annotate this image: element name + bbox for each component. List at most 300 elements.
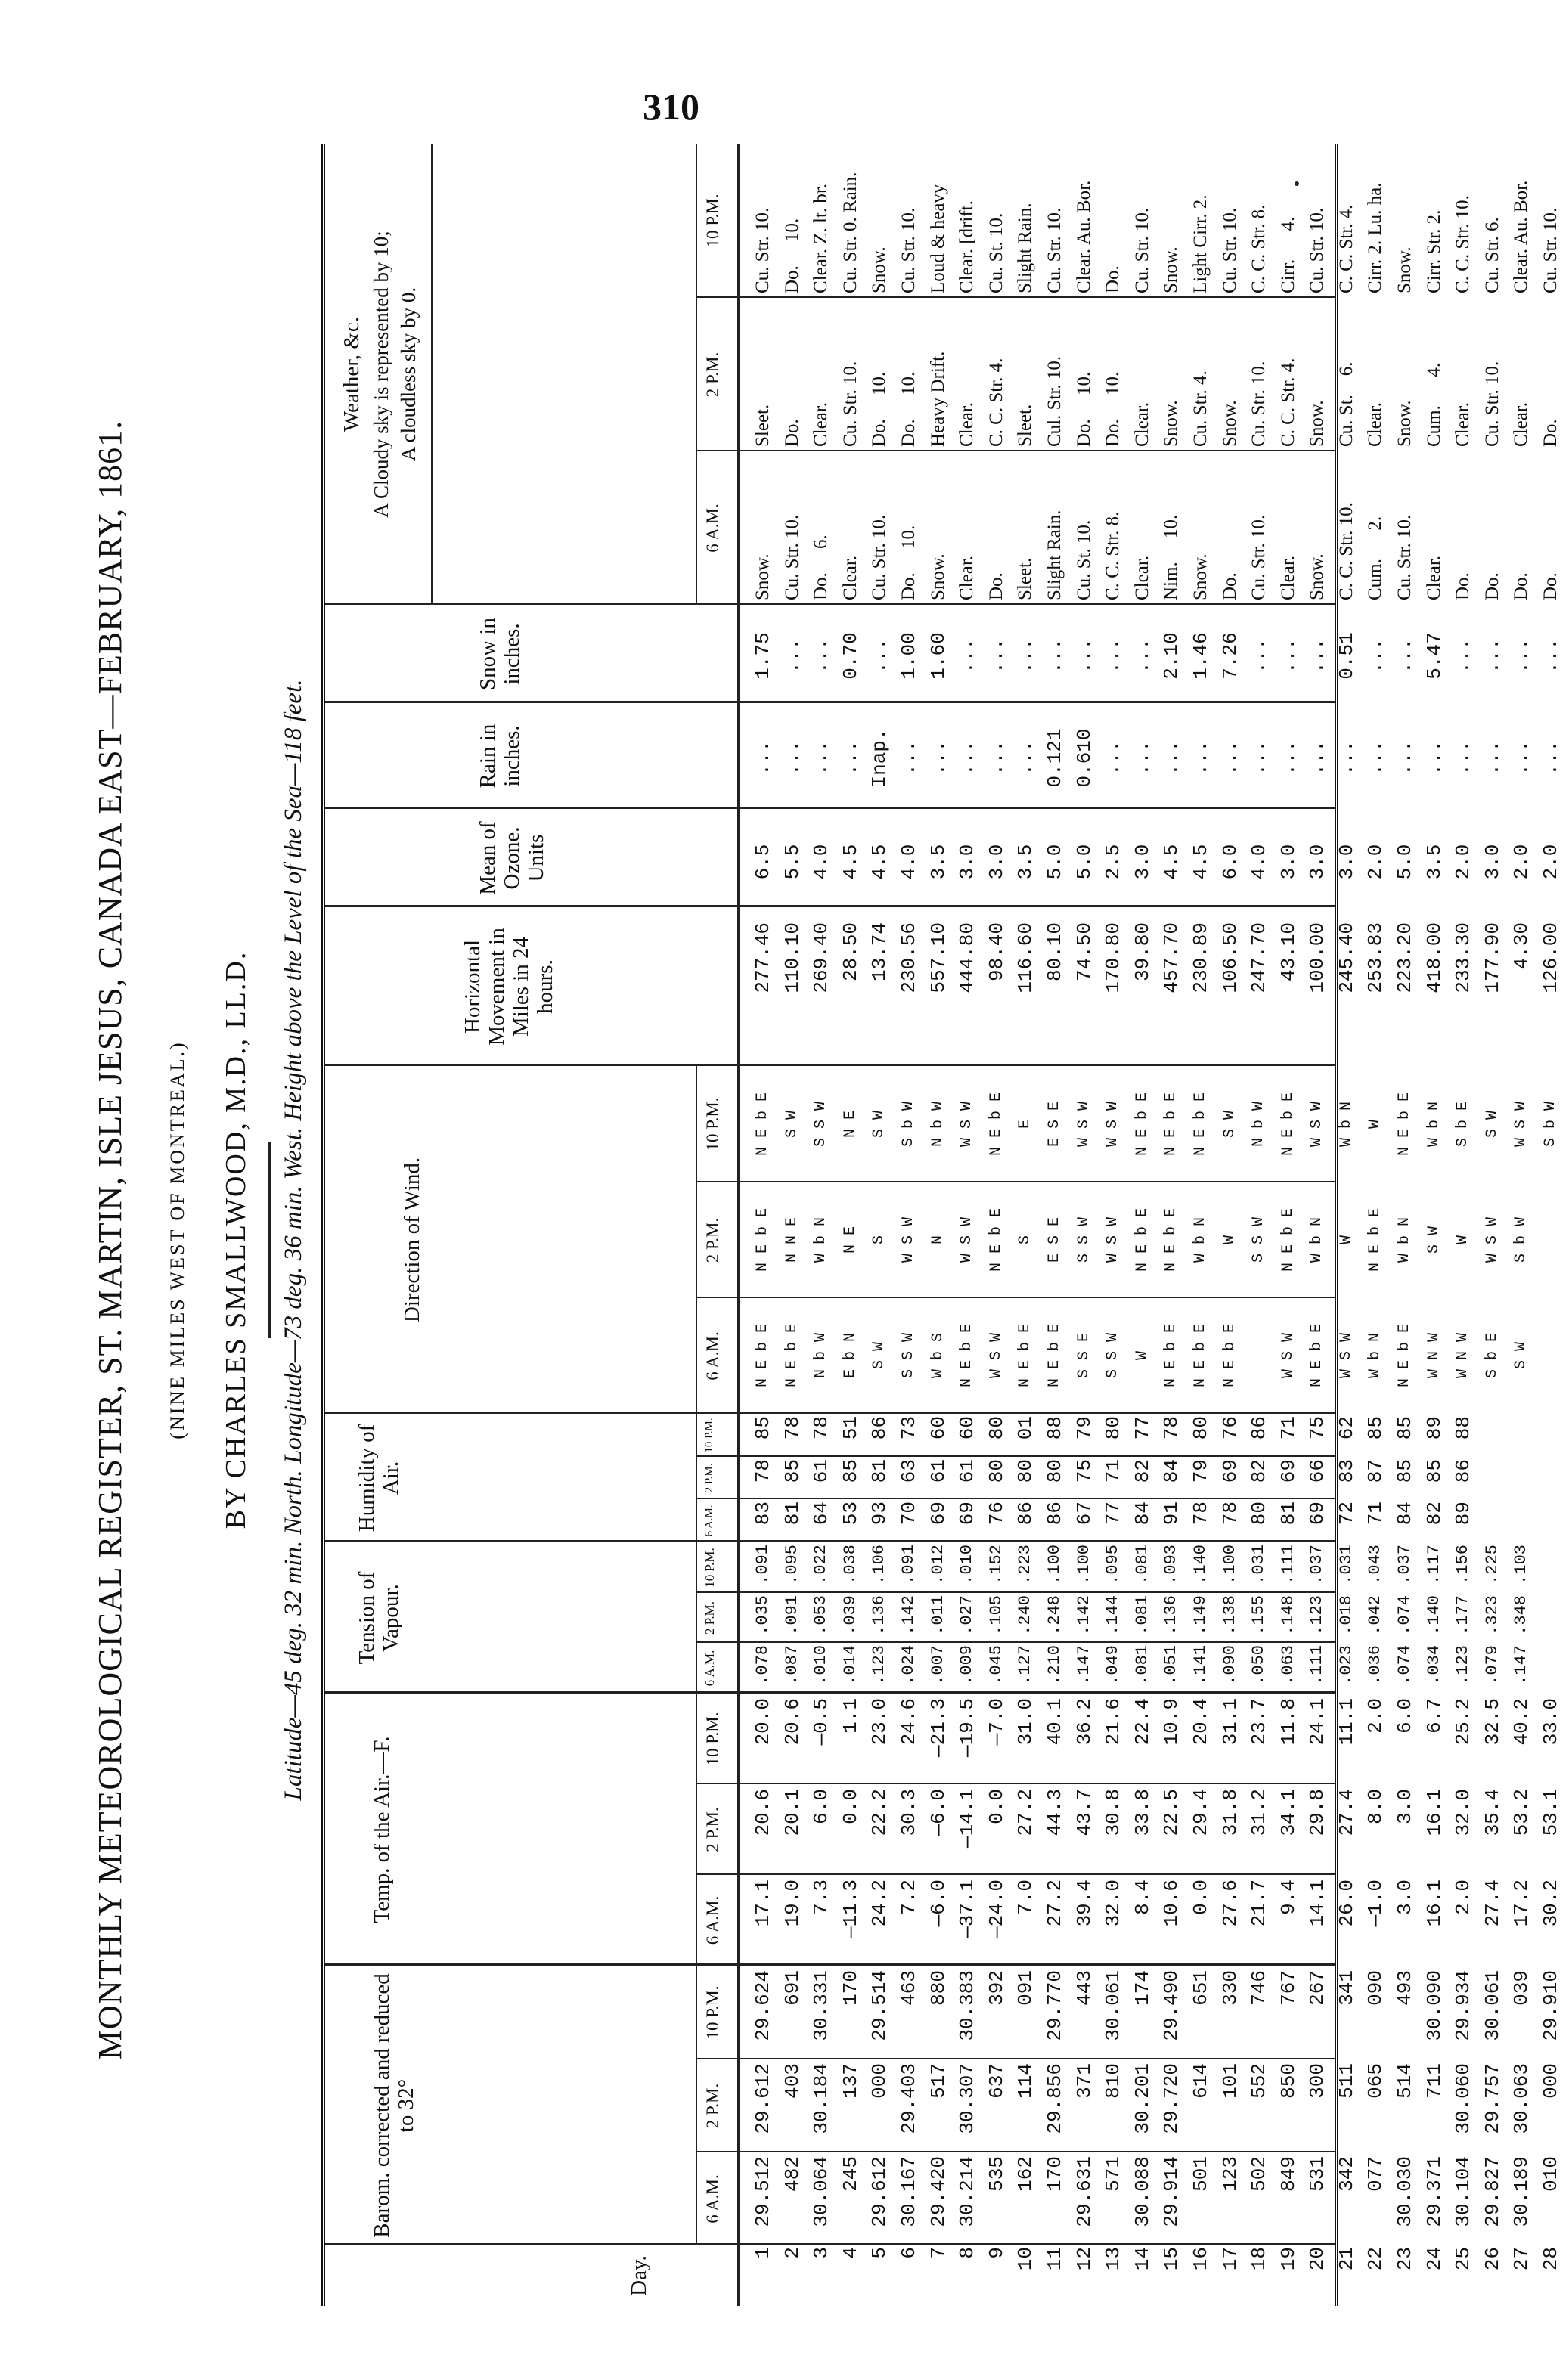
table-cell: 87 — [1364, 1459, 1388, 1483]
table-cell: 80 — [985, 1459, 1008, 1483]
table-cell: 5.0 — [1072, 844, 1096, 880]
register-table — [321, 144, 1563, 2306]
column-barometer-6am — [749, 2156, 1566, 2245]
table-cell: 6.5 — [752, 844, 774, 880]
table-cell: Do. 10. — [898, 371, 919, 447]
table-cell: W b N — [1425, 1102, 1443, 1148]
table-cell: 1.1 — [839, 1698, 862, 1734]
table-cell: .147 — [1074, 1645, 1093, 1685]
table-cell: .039 — [840, 1595, 860, 1635]
table-cell: N E b E — [958, 1324, 976, 1388]
table-cell: 511 — [1335, 2063, 1358, 2099]
table-cell: N E b E — [1162, 1092, 1180, 1157]
table-cell: .105 — [986, 1595, 1006, 1635]
table-cell: .035 — [753, 1595, 772, 1635]
table-cell: C. C. Str. 10. — [1453, 195, 1474, 293]
table-cell: 2.0 — [1452, 844, 1475, 880]
table-cell: W S W — [1512, 1102, 1530, 1148]
column-temp-10pm — [749, 1698, 1566, 1784]
subheader-vap-6am: 6 A.M. — [702, 1650, 717, 1687]
table-cell: Snow. — [1161, 400, 1182, 447]
table-cell: .090 — [1220, 1645, 1239, 1685]
table-cell: .136 — [1161, 1595, 1181, 1635]
table-cell: .091 — [753, 1545, 772, 1585]
table-cell: 30.201 — [1130, 2063, 1154, 2134]
table-cell: .111 — [1278, 1545, 1298, 1585]
table-cell: Inap. — [868, 728, 892, 788]
table-cell: 3.0 — [1306, 844, 1329, 880]
table-cell: 162 — [1014, 2156, 1037, 2192]
table-rule — [696, 450, 1335, 451]
subheader-temp-10pm: 10 P.M. — [703, 1712, 722, 1766]
table-cell: 20.6 — [780, 1698, 804, 1746]
table-cell: 267 — [1306, 1970, 1329, 2006]
table-cell: 14.1 — [1306, 1880, 1329, 1927]
table-cell: 100.00 — [1306, 922, 1329, 993]
table-cell: 711 — [1422, 2063, 1446, 2099]
table-cell: Snow. — [1394, 246, 1416, 293]
table-cell: S b W — [1512, 1217, 1530, 1263]
header-barometer: Barom. corrected and reduced to 32° — [370, 1973, 418, 2238]
table-cell: 29.403 — [897, 2063, 920, 2134]
table-cell: 23.7 — [1248, 1698, 1271, 1746]
table-cell: Do. 10. — [1073, 371, 1094, 447]
table-cell: 31.8 — [1218, 1789, 1242, 1836]
table-cell: 463 — [897, 1970, 920, 2006]
table-cell: .050 — [1249, 1645, 1269, 1685]
table-cell: Snow. — [1219, 400, 1240, 447]
table-cell: 93 — [868, 1501, 892, 1526]
subheader-vap-2pm: 2 P.M. — [702, 1601, 717, 1635]
table-cell: ... — [985, 638, 1008, 674]
table-cell: 71 — [1364, 1501, 1388, 1526]
table-cell: 71 — [1102, 1459, 1125, 1483]
table-cell: 8.0 — [1364, 1789, 1388, 1824]
table-cell: 64 — [810, 1501, 833, 1526]
table-cell: 16.1 — [1422, 1880, 1446, 1927]
subheader-wind-2pm: 2 P.M. — [703, 1217, 722, 1263]
table-cell: S S W — [1074, 1217, 1093, 1263]
table-cell: 6.0 — [1218, 844, 1242, 880]
table-cell: S b W — [1542, 1102, 1560, 1148]
table-cell: S W — [870, 1342, 888, 1370]
table-cell: 29.4 — [1189, 1789, 1212, 1836]
subheader-weather-6am: 6 A.M. — [703, 504, 722, 553]
table-cell: ... — [1014, 740, 1037, 776]
table-cell: 15 — [1160, 2247, 1183, 2271]
table-cell: N — [929, 1235, 947, 1245]
table-cell: 22.5 — [1160, 1789, 1183, 1836]
table-cell: Clear. — [839, 555, 861, 600]
table-cell: 98.40 — [985, 922, 1008, 982]
table-cell: 2 — [780, 2247, 804, 2259]
table-cell: .123 — [1307, 1595, 1327, 1635]
table-cell: 80 — [985, 1416, 1008, 1440]
table-cell: N E b E — [1220, 1324, 1239, 1388]
table-cell: 4.5 — [1189, 844, 1212, 880]
table-cell: 86 — [868, 1416, 892, 1440]
table-cell: ... — [1510, 740, 1533, 776]
table-cell: ... — [1276, 638, 1300, 674]
header-weather-note-2: A cloudless sky by 0. — [397, 287, 420, 462]
column-temp-2pm — [749, 1789, 1566, 1875]
table-cell: .078 — [753, 1645, 772, 1685]
table-cell: 091 — [1014, 1970, 1037, 2006]
table-cell: 30.030 — [1394, 2156, 1417, 2227]
table-cell: W S W — [1279, 1333, 1297, 1379]
table-cell: 17.1 — [752, 1880, 774, 1927]
table-cell — [1537, 1416, 1566, 1457]
table-cell: Cu. Str. 10. — [839, 361, 861, 447]
table-cell: 29.827 — [1481, 2156, 1504, 2227]
table-cell: ... — [810, 740, 833, 776]
table-cell: .138 — [1220, 1595, 1239, 1635]
table-cell: Cirr. 2. Lu. ha. — [1365, 182, 1386, 293]
table-cell: 69 — [1218, 1459, 1242, 1483]
table-cell: .142 — [898, 1595, 918, 1635]
table-cell: 71 — [1276, 1416, 1300, 1440]
table-cell: Do. 10. — [1102, 371, 1124, 447]
table-cell: 29.8 — [1306, 1789, 1329, 1836]
table-cell: 30.383 — [956, 1970, 979, 2041]
table-cell: .240 — [1016, 1595, 1035, 1635]
table-cell: ... — [1422, 740, 1446, 776]
table-cell: 39.80 — [1130, 922, 1154, 982]
table-cell: 36.2 — [1072, 1698, 1096, 1746]
table-cell: 21.6 — [1102, 1698, 1125, 1746]
table-cell: .079 — [1482, 1645, 1502, 1685]
table-cell: 31.0 — [1014, 1698, 1037, 1746]
table-cell: 077 — [1364, 2156, 1388, 2192]
table-cell: 000 — [868, 2063, 892, 2099]
table-cell: 30.061 — [1102, 1970, 1125, 2041]
table-cell: 20.0 — [752, 1698, 774, 1746]
table-cell: .210 — [1044, 1645, 1064, 1685]
table-cell: 4.5 — [1160, 844, 1183, 880]
table-cell: N E b E — [1016, 1324, 1034, 1388]
table-cell: Slight Rain. — [1015, 203, 1036, 293]
table-cell: W — [1366, 1120, 1385, 1130]
table-cell: 29.757 — [1481, 2063, 1504, 2134]
subheader-wind-10pm: 10 P.M. — [703, 1097, 722, 1151]
table-cell: 4 — [839, 2247, 862, 2259]
table-cell: .140 — [1190, 1545, 1210, 1585]
table-cell: S S W — [899, 1333, 917, 1379]
table-cell: 10.6 — [1160, 1880, 1183, 1927]
table-cell: Cirr. Str. 2. — [1423, 209, 1444, 293]
column-humidity-10pm — [749, 1416, 1566, 1457]
table-cell: 4.0 — [1248, 844, 1271, 880]
table-cell: 29.514 — [868, 1970, 892, 2041]
table-cell: 53.2 — [1510, 1789, 1533, 1836]
table-rule — [696, 144, 697, 605]
table-cell: .127 — [1016, 1645, 1035, 1685]
table-cell: 14 — [1130, 2247, 1154, 2271]
table-cell: Clear. [drift. — [957, 200, 978, 293]
table-cell: 30.3 — [897, 1789, 920, 1836]
table-cell: 44.3 — [1043, 1789, 1066, 1836]
table-cell: .034 — [1424, 1645, 1444, 1685]
table-cell: 13 — [1102, 2247, 1125, 2271]
table-cell: 67 — [1072, 1501, 1096, 1526]
table-cell: 84 — [1130, 1501, 1154, 1526]
table-cell: 4.5 — [839, 844, 862, 880]
table-cell: W S W — [987, 1333, 1005, 1379]
table-cell: 62 — [1335, 1416, 1358, 1440]
table-cell: W b S — [929, 1333, 947, 1379]
table-cell: 247.70 — [1248, 922, 1271, 993]
table-cell: Do. — [1540, 419, 1561, 447]
table-cell: 3.0 — [1481, 844, 1504, 880]
table-cell: 53.1 — [1540, 1789, 1563, 1836]
table-cell: 27 — [1510, 2247, 1533, 2271]
table-cell: Clear. Au. Bor. — [1511, 180, 1532, 293]
table-cell: 79 — [1189, 1459, 1212, 1483]
table-cell: 535 — [985, 2156, 1008, 2192]
table-cell: 88 — [1452, 1416, 1475, 1440]
table-cell: 27.2 — [1014, 1789, 1037, 1836]
table-cell: 78 — [810, 1416, 833, 1440]
table-cell: Cu. Str. 6. — [1481, 217, 1502, 293]
table-cell: 514 — [1394, 2063, 1417, 2099]
table-cell: .074 — [1395, 1645, 1415, 1685]
table-cell: N E — [841, 1111, 859, 1139]
table-cell: Cu. Str. 10. — [1131, 207, 1152, 293]
table-cell: 80 — [1189, 1416, 1212, 1440]
table-cell: 32.0 — [1102, 1880, 1125, 1927]
table-cell: 34.1 — [1276, 1789, 1300, 1836]
table-cell: ... — [1364, 740, 1388, 776]
header-horizontal-movement: Horizontal Movement in Miles in 24 hours. — [460, 928, 557, 1046]
table-cell: ... — [780, 638, 804, 674]
table-cell: 3.0 — [1394, 1880, 1417, 1915]
table-cell: 746 — [1248, 1970, 1271, 2006]
table-cell: 24 — [1422, 2247, 1446, 2271]
table-cell: 418.00 — [1422, 922, 1446, 993]
table-cell: .091 — [898, 1545, 918, 1585]
table-cell: 5 — [868, 2247, 892, 2259]
table-cell: 5.0 — [1394, 844, 1417, 880]
table-cell: N E b E — [783, 1324, 801, 1388]
table-cell: 26 — [1481, 2247, 1504, 2271]
column-vapour-10pm — [749, 1545, 1566, 1593]
table-cell: W S W — [1308, 1102, 1326, 1148]
table-cell: .348 — [1512, 1595, 1531, 1635]
table-cell: ... — [1481, 740, 1504, 776]
table-cell: .007 — [928, 1645, 947, 1685]
table-cell: 10.9 — [1160, 1698, 1183, 1746]
table-cell: 30.090 — [1422, 1970, 1446, 2041]
table-cell: S W — [1483, 1111, 1501, 1139]
table-cell: .156 — [1453, 1545, 1473, 1585]
column-rain — [749, 707, 1566, 809]
table-cell: 531 — [1306, 2156, 1329, 2192]
table-cell: .144 — [1103, 1595, 1123, 1635]
table-cell: —19.5 — [956, 1698, 979, 1758]
table-cell: ... — [1160, 740, 1183, 776]
table-cell: 230.89 — [1189, 922, 1212, 993]
page-number: 310 — [643, 85, 699, 128]
table-cell: 300 — [1306, 2063, 1329, 2099]
table-cell: .136 — [870, 1595, 889, 1635]
table-cell: S — [870, 1235, 888, 1245]
table-cell: S W — [1425, 1226, 1443, 1254]
table-cell: 85 — [1422, 1459, 1446, 1483]
table-cell: Cum. 4. — [1423, 362, 1444, 447]
table-cell: Slight Rain. — [1043, 510, 1065, 600]
table-cell: W b N — [812, 1217, 830, 1263]
table-cell: 7.3 — [810, 1880, 833, 1915]
table-cell: 443 — [1072, 1970, 1096, 2006]
table-cell: Sleet. — [1015, 404, 1036, 447]
table-cell: 010 — [1540, 2156, 1563, 2192]
table-cell: ... — [1364, 638, 1388, 674]
table-cell — [1537, 1300, 1566, 1412]
table-cell: .027 — [957, 1595, 977, 1635]
table-cell: .095 — [782, 1545, 802, 1585]
table-cell: N E b E — [987, 1208, 1005, 1272]
table-cell: 82 — [1130, 1459, 1154, 1483]
table-cell: ... — [810, 638, 833, 674]
table-cell: 501 — [1189, 2156, 1212, 2192]
table-cell: 2.0 — [1452, 1880, 1475, 1915]
table-cell: 29.420 — [926, 2156, 950, 2227]
subheader-baro-10pm: 10 P.M. — [703, 1985, 722, 2040]
table-cell: Snow. — [1307, 553, 1328, 600]
table-cell: 3.5 — [1014, 844, 1037, 880]
table-cell: .018 — [1336, 1595, 1356, 1635]
table-cell: S — [1016, 1235, 1034, 1245]
table-cell: .117 — [1424, 1545, 1444, 1585]
table-cell: .024 — [898, 1645, 918, 1685]
table-cell: 3.5 — [1422, 844, 1446, 880]
table-cell: ... — [1540, 740, 1563, 776]
table-cell: 23 — [1394, 2247, 1417, 2271]
table-cell: 27.6 — [1218, 1880, 1242, 1927]
table-cell: 85 — [839, 1459, 862, 1483]
table-cell: 75 — [1306, 1416, 1329, 1440]
table-cell: Cu. Str. 10. — [869, 514, 890, 600]
table-cell: 457.70 — [1160, 922, 1183, 993]
table-cell: 27.4 — [1335, 1789, 1358, 1836]
table-cell: W b N — [1308, 1217, 1326, 1263]
table-cell: 80 — [1248, 1501, 1271, 1526]
table-cell: 6.7 — [1422, 1698, 1446, 1734]
table-cell: .037 — [1307, 1545, 1327, 1585]
table-cell: 32.5 — [1481, 1698, 1504, 1746]
table-cell: E b N — [841, 1333, 859, 1379]
table-cell: 11.8 — [1276, 1698, 1300, 1746]
column-temp-6am — [749, 1880, 1566, 1966]
table-cell: 89 — [1452, 1501, 1475, 1526]
subheader-temp-2pm: 2 P.M. — [703, 1807, 722, 1852]
table-cell: 80 — [1102, 1416, 1125, 1440]
table-rule — [325, 1412, 1335, 1414]
table-cell: Clear. — [1453, 401, 1474, 447]
table-cell: 1 — [752, 2247, 774, 2259]
table-cell: .111 — [1307, 1645, 1327, 1685]
table-cell: 116.60 — [1014, 922, 1037, 993]
table-cell: 20.4 — [1189, 1698, 1212, 1746]
table-cell — [1537, 1595, 1566, 1643]
table-cell: .011 — [928, 1595, 947, 1635]
column-barometer-2pm — [749, 2063, 1566, 2152]
table-cell: 30.063 — [1510, 2063, 1533, 2134]
table-cell: Snow. — [869, 246, 890, 293]
column-wind-6am — [749, 1300, 1566, 1412]
table-cell: 30.064 — [810, 2156, 833, 2227]
table-cell: 557.10 — [926, 922, 950, 993]
table-cell: —24.0 — [985, 1880, 1008, 1939]
table-cell: 3.0 — [1130, 844, 1154, 880]
subheader-hum-10pm: 10 P.M. — [703, 1418, 715, 1453]
table-cell: —1.0 — [1364, 1880, 1388, 1927]
column-ozone — [749, 817, 1566, 907]
table-cell: 482 — [780, 2156, 804, 2192]
table-cell: 2.10 — [1160, 632, 1183, 680]
table-cell: ... — [1335, 740, 1358, 776]
table-cell: ... — [1043, 638, 1066, 674]
table-cell: 29.624 — [752, 1970, 774, 2041]
table-cell: 101 — [1218, 2063, 1242, 2099]
table-cell: Clear. — [1365, 401, 1386, 447]
table-cell: ... — [985, 740, 1008, 776]
table-cell: —6.0 — [926, 1789, 950, 1836]
table-cell: 79 — [1072, 1416, 1096, 1440]
table-rule — [696, 296, 1335, 298]
table-cell: 22.4 — [1130, 1698, 1154, 1746]
table-cell: 8.4 — [1130, 1880, 1154, 1915]
table-cell: 61 — [956, 1459, 979, 1483]
table-cell: 89 — [1422, 1416, 1446, 1440]
title-rule — [268, 1142, 271, 1338]
column-wind-2pm — [749, 1184, 1566, 1296]
table-cell: 29.770 — [1043, 1970, 1066, 2041]
table-cell: N E b E — [1162, 1324, 1180, 1388]
header-snow: Snow in inches. — [476, 618, 524, 690]
table-cell: ... — [1102, 740, 1125, 776]
table-cell: Do. — [1453, 572, 1474, 600]
table-cell: 4.5 — [868, 844, 892, 880]
table-cell: 8 — [956, 2247, 979, 2259]
table-cell: W S W — [899, 1217, 917, 1263]
table-cell: .010 — [811, 1645, 831, 1685]
table-cell: Do. — [1102, 265, 1124, 293]
table-cell — [1537, 1459, 1566, 1499]
table-cell: 21 — [1335, 2247, 1358, 2271]
table-rule — [696, 1297, 1335, 1298]
column-humidity-2pm — [749, 1459, 1566, 1499]
table-cell: .049 — [1103, 1645, 1123, 1685]
table-cell: W S W — [958, 1102, 976, 1148]
table-cell: 30.167 — [897, 2156, 920, 2227]
table-cell: 43.7 — [1072, 1789, 1096, 1836]
table-cell — [1537, 1501, 1566, 1542]
table-cell: 392 — [985, 1970, 1008, 2006]
table-cell: N E — [841, 1226, 859, 1254]
table-cell: 76 — [985, 1501, 1008, 1526]
table-cell: 84 — [1160, 1459, 1183, 1483]
table-cell: ... — [1394, 740, 1417, 776]
table-cell: .149 — [1190, 1595, 1210, 1635]
table-cell: 269.40 — [810, 922, 833, 993]
table-cell: 5.47 — [1422, 632, 1446, 680]
table-cell: 74.50 — [1072, 922, 1096, 982]
table-cell: Cu. Str. 10. — [1394, 514, 1416, 600]
table-cell: 70 — [897, 1501, 920, 1526]
table-cell: 090 — [1364, 1970, 1388, 2006]
table-cell: —14.1 — [956, 1789, 979, 1849]
